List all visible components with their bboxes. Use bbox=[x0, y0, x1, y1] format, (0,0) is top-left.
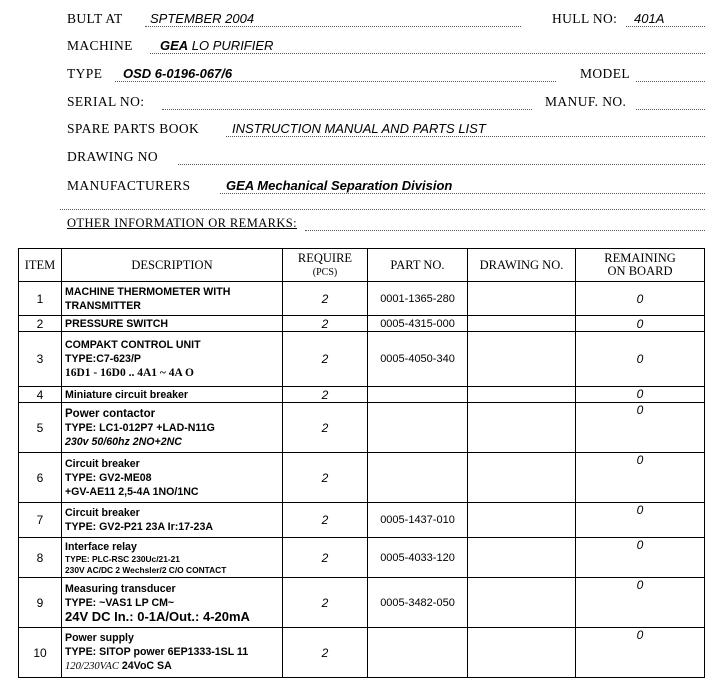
type-value bbox=[123, 66, 232, 81]
item-part-no: 0005-4033-120 bbox=[368, 538, 468, 578]
col-require bbox=[283, 249, 368, 282]
item-part-no: 0005-4315-000 bbox=[368, 316, 468, 332]
desc-line: TYPE: PLC-RSC 230Uc/21-21 bbox=[65, 553, 180, 564]
col-part-no: PART NO. bbox=[368, 249, 468, 282]
item-drawing-no bbox=[468, 387, 576, 403]
col-require-unit: (PCS) bbox=[312, 266, 338, 278]
machine-brand: GEA bbox=[160, 38, 189, 53]
item-drawing-no bbox=[468, 578, 576, 628]
item-description bbox=[62, 578, 283, 628]
item-part-no bbox=[368, 453, 468, 503]
item-description bbox=[62, 503, 283, 538]
item-remaining: 0 bbox=[576, 628, 705, 678]
item-number: 9 bbox=[19, 578, 62, 628]
item-require: 2 bbox=[283, 578, 368, 628]
desc-line bbox=[65, 659, 279, 674]
manuf-no-line bbox=[636, 109, 705, 110]
item-description bbox=[62, 387, 283, 403]
col-remaining-line2: ON BOARD bbox=[607, 264, 673, 278]
item-drawing-no bbox=[468, 282, 576, 316]
col-remaining-line1: REMAINING bbox=[604, 251, 676, 265]
machine-line bbox=[150, 53, 705, 54]
table-row bbox=[19, 387, 705, 403]
item-remaining: 0 bbox=[576, 578, 705, 628]
item-remaining: 0 bbox=[576, 282, 705, 316]
desc-line: TRANSMITTER bbox=[65, 299, 141, 312]
item-remaining: 0 bbox=[576, 403, 705, 453]
desc-line: Circuit breaker bbox=[65, 507, 140, 519]
table-row bbox=[19, 316, 705, 332]
item-part-no: 0005-1437-010 bbox=[368, 503, 468, 538]
desc-line: 16D1 - 16D0 .. 4A1 ~ 4A O bbox=[65, 367, 194, 379]
item-number: 3 bbox=[19, 332, 62, 387]
item-number: 1 bbox=[19, 282, 62, 316]
manufacturers-line bbox=[220, 193, 705, 194]
item-drawing-no bbox=[468, 628, 576, 678]
hull-no-label: HULL NO: bbox=[552, 11, 618, 26]
desc-line: Power supply bbox=[65, 632, 134, 644]
item-number: 8 bbox=[19, 538, 62, 578]
desc-line: 230v 50/60hz 2NO+2NC bbox=[65, 435, 182, 448]
item-require: 2 bbox=[283, 503, 368, 538]
col-item: ITEM bbox=[19, 249, 62, 282]
item-description bbox=[62, 403, 283, 453]
desc-line: 24V DC In.: 0-1A/Out.: 4-20mA bbox=[65, 608, 250, 624]
item-part-no bbox=[368, 403, 468, 453]
item-drawing-no bbox=[468, 453, 576, 503]
item-part-no bbox=[368, 387, 468, 403]
item-number: 4 bbox=[19, 387, 62, 403]
manufacturers-name: GEA Mechanical Separation Division bbox=[226, 178, 453, 193]
item-require: 2 bbox=[283, 282, 368, 316]
spare-parts-book-label: SPARE PARTS BOOK bbox=[67, 121, 200, 136]
item-description bbox=[62, 628, 283, 678]
manufacturers-value bbox=[226, 178, 452, 193]
item-number: 5 bbox=[19, 403, 62, 453]
desc-line: TYPE: SITOP power 6EP1333-1SL 11 bbox=[65, 646, 249, 658]
col-remaining bbox=[576, 249, 705, 282]
desc-line: TYPE: GV2-ME08 bbox=[65, 471, 152, 484]
item-remaining: 0 bbox=[576, 387, 705, 403]
desc-line: TYPE: LC1-012P7 +LAD-N11G bbox=[65, 421, 215, 434]
model-line bbox=[636, 81, 705, 82]
type-line bbox=[115, 81, 556, 82]
table-row bbox=[19, 332, 705, 387]
desc-line: +GV-AE11 2,5-4A 1NO/1NC bbox=[65, 485, 199, 498]
item-description bbox=[62, 538, 283, 578]
item-remaining: 0 bbox=[576, 453, 705, 503]
built-at-value: SPTEMBER 2004 bbox=[150, 11, 255, 26]
desc-line: TYPE: GV2-P21 23A Ir:17-23A bbox=[65, 521, 213, 533]
desc-line: Interface relay bbox=[65, 540, 137, 553]
serial-no-label: SERIAL NO: bbox=[67, 94, 145, 109]
desc-line: Circuit breaker bbox=[65, 457, 140, 470]
item-remaining: 0 bbox=[576, 538, 705, 578]
item-drawing-no bbox=[468, 316, 576, 332]
item-drawing-no bbox=[468, 503, 576, 538]
serial-no-line bbox=[162, 109, 532, 110]
item-description bbox=[62, 282, 283, 316]
other-info-line bbox=[305, 230, 705, 231]
desc-line: Measuring transducer bbox=[65, 582, 176, 595]
item-require: 2 bbox=[283, 387, 368, 403]
item-part-no: 0001-1365-280 bbox=[368, 282, 468, 316]
type-label: TYPE bbox=[67, 66, 103, 81]
hull-no-line bbox=[626, 26, 705, 27]
item-number: 6 bbox=[19, 453, 62, 503]
table-row bbox=[19, 628, 705, 678]
item-description bbox=[62, 453, 283, 503]
item-drawing-no bbox=[468, 538, 576, 578]
item-require: 2 bbox=[283, 538, 368, 578]
item-drawing-no bbox=[468, 403, 576, 453]
built-at-label: BULT AT bbox=[67, 11, 123, 26]
item-remaining: 0 bbox=[576, 316, 705, 332]
table-header-row bbox=[19, 249, 705, 282]
item-drawing-no bbox=[468, 332, 576, 387]
col-drawing-no: DRAWING NO. bbox=[468, 249, 576, 282]
table-row bbox=[19, 453, 705, 503]
item-description bbox=[62, 316, 283, 332]
table-row bbox=[19, 403, 705, 453]
item-remaining: 0 bbox=[576, 332, 705, 387]
table-row bbox=[19, 578, 705, 628]
item-part-no: 0005-3482-050 bbox=[368, 578, 468, 628]
item-description bbox=[62, 332, 283, 387]
item-part-no bbox=[368, 628, 468, 678]
item-part-no: 0005-4050-340 bbox=[368, 332, 468, 387]
voltage-range: 120/230VAC bbox=[65, 661, 119, 672]
machine-name: LO PURIFIER bbox=[191, 38, 274, 53]
built-at-line bbox=[145, 26, 521, 27]
item-number: 2 bbox=[19, 316, 62, 332]
drawing-no-label: DRAWING NO bbox=[67, 149, 159, 164]
table-row bbox=[19, 282, 705, 316]
desc-line: 230V AC/DC 2 Wechsler/2 C/O CONTACT bbox=[65, 564, 227, 575]
spare-parts-book-value: INSTRUCTION MANUAL AND PARTS LIST bbox=[232, 121, 486, 136]
item-require: 2 bbox=[283, 453, 368, 503]
item-require: 2 bbox=[283, 628, 368, 678]
spare-parts-book-line bbox=[226, 136, 705, 137]
col-require-label: REQUIRE bbox=[297, 250, 353, 265]
desc-line: MACHINE THERMOMETER WITH bbox=[65, 285, 231, 298]
item-number: 7 bbox=[19, 503, 62, 538]
manufacturers-label: MANUFACTURERS bbox=[67, 178, 191, 193]
voltage-output: 24VoC SA bbox=[118, 660, 172, 672]
table-row bbox=[19, 503, 705, 538]
desc-line: PRESSURE SWITCH bbox=[65, 317, 169, 330]
item-require: 2 bbox=[283, 332, 368, 387]
drawing-no-line bbox=[178, 164, 705, 165]
type-code: OSD 6-0196-067/6 bbox=[123, 66, 233, 81]
desc-line: Power contactor bbox=[65, 407, 156, 420]
item-remaining: 0 bbox=[576, 503, 705, 538]
manuf-no-label: MANUF. NO. bbox=[545, 94, 627, 109]
model-label: MODEL bbox=[580, 66, 630, 81]
hull-no-value: 401A bbox=[634, 11, 665, 26]
desc-line: COMPAKT CONTROL UNIT bbox=[65, 339, 201, 351]
desc-line: TYPE: ~VAS1 LP CM~ bbox=[65, 596, 175, 609]
separator-line bbox=[60, 209, 705, 210]
machine-value bbox=[160, 38, 273, 53]
table-row bbox=[19, 538, 705, 578]
machine-label: MACHINE bbox=[67, 38, 133, 53]
other-info-label: OTHER INFORMATION OR REMARKS: bbox=[67, 216, 298, 230]
item-require: 2 bbox=[283, 316, 368, 332]
spare-parts-table bbox=[18, 248, 705, 678]
item-require: 2 bbox=[283, 403, 368, 453]
col-description: DESCRIPTION bbox=[62, 249, 283, 282]
desc-line: TYPE:C7-623/P bbox=[65, 353, 141, 365]
item-number: 10 bbox=[19, 628, 62, 678]
desc-line: Miniature circuit breaker bbox=[65, 388, 189, 401]
